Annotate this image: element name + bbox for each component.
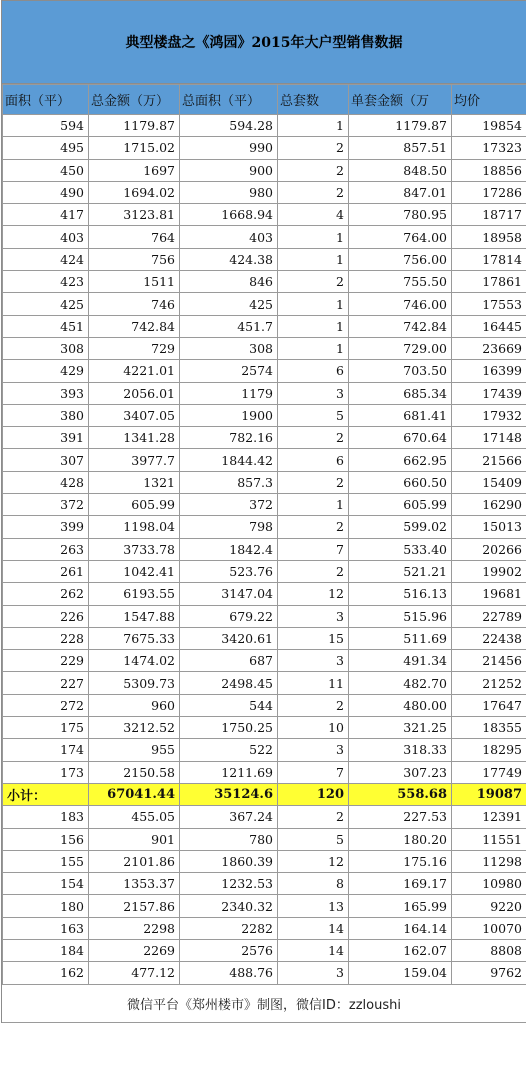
table-cell: 703.50 xyxy=(349,360,452,382)
table-cell: 417 xyxy=(3,204,89,226)
table-cell: 477.12 xyxy=(89,962,180,984)
table-cell: 1 xyxy=(278,337,349,359)
table-cell: 14 xyxy=(278,939,349,961)
table-cell: 13 xyxy=(278,895,349,917)
table-cell: 228 xyxy=(3,627,89,649)
sales-table xyxy=(2,84,526,985)
table-cell: 2 xyxy=(278,159,349,181)
table-cell: 955 xyxy=(89,739,180,761)
table-cell: 399 xyxy=(3,516,89,538)
table-row xyxy=(3,560,526,582)
table-cell: 10070 xyxy=(452,917,526,939)
table-cell: 522 xyxy=(180,739,278,761)
table-row xyxy=(3,605,526,627)
table-cell: 1 xyxy=(278,494,349,516)
table-cell: 594 xyxy=(3,115,89,137)
table-cell: 17932 xyxy=(452,404,526,426)
table-cell: 20266 xyxy=(452,538,526,560)
table-cell: 687 xyxy=(180,650,278,672)
table-cell: 8808 xyxy=(452,939,526,961)
table-cell: 2056.01 xyxy=(89,382,180,404)
table-cell: 488.76 xyxy=(180,962,278,984)
table-cell: 367.24 xyxy=(180,806,278,828)
table-row xyxy=(3,494,526,516)
table-cell: 227.53 xyxy=(349,806,452,828)
table-cell: 1900 xyxy=(180,404,278,426)
table-cell: 3123.81 xyxy=(89,204,180,226)
table-cell: 372 xyxy=(180,494,278,516)
table-cell: 1179.87 xyxy=(89,115,180,137)
table-cell: 155 xyxy=(3,850,89,872)
table-row xyxy=(3,382,526,404)
table-cell: 746.00 xyxy=(349,293,452,315)
table-cell: 162.07 xyxy=(349,939,452,961)
table-cell: 12 xyxy=(278,850,349,872)
table-cell: 4221.01 xyxy=(89,360,180,382)
table-cell: 173 xyxy=(3,761,89,783)
table-cell: 22438 xyxy=(452,627,526,649)
table-cell: 23669 xyxy=(452,337,526,359)
table-cell: 605.99 xyxy=(349,494,452,516)
table-cell: 17148 xyxy=(452,427,526,449)
table-cell: 3733.78 xyxy=(89,538,180,560)
table-cell: 662.95 xyxy=(349,449,452,471)
table-row xyxy=(3,449,526,471)
table-row xyxy=(3,137,526,159)
table-cell: 490 xyxy=(3,181,89,203)
spreadsheet xyxy=(1,0,526,1023)
table-cell: 1211.69 xyxy=(180,761,278,783)
table-cell: 1844.42 xyxy=(180,449,278,471)
table-cell: 594.28 xyxy=(180,115,278,137)
table-cell: 848.50 xyxy=(349,159,452,181)
table-cell: 17323 xyxy=(452,137,526,159)
table-row xyxy=(3,427,526,449)
table-cell: 小计： xyxy=(3,783,89,805)
table-cell: 685.34 xyxy=(349,382,452,404)
table-cell: 3212.52 xyxy=(89,717,180,739)
table-cell: 175 xyxy=(3,717,89,739)
table-cell: 2340.32 xyxy=(180,895,278,917)
table-cell: 9220 xyxy=(452,895,526,917)
table-cell: 169.17 xyxy=(349,873,452,895)
table-row xyxy=(3,939,526,961)
table-cell: 184 xyxy=(3,939,89,961)
table-row xyxy=(3,717,526,739)
table-cell: 679.22 xyxy=(180,605,278,627)
table-cell: 17553 xyxy=(452,293,526,315)
table-row xyxy=(3,204,526,226)
table-cell: 67041.44 xyxy=(89,783,180,805)
table-row xyxy=(3,315,526,337)
table-cell: 307 xyxy=(3,449,89,471)
table-cell: 428 xyxy=(3,471,89,493)
table-cell: 21456 xyxy=(452,650,526,672)
table-cell: 17647 xyxy=(452,694,526,716)
table-cell: 229 xyxy=(3,650,89,672)
table-cell: 35124.6 xyxy=(180,783,278,805)
subtotal-row xyxy=(3,783,526,805)
table-cell: 7 xyxy=(278,761,349,783)
table-cell: 764 xyxy=(89,226,180,248)
table-cell: 154 xyxy=(3,873,89,895)
table-cell: 1 xyxy=(278,226,349,248)
table-cell: 262 xyxy=(3,583,89,605)
table-cell: 308 xyxy=(180,337,278,359)
title-bar xyxy=(2,0,526,84)
table-cell: 159.04 xyxy=(349,962,452,984)
table-cell: 12391 xyxy=(452,806,526,828)
table-cell: 847.01 xyxy=(349,181,452,203)
table-cell: 2498.45 xyxy=(180,672,278,694)
table-cell: 5 xyxy=(278,404,349,426)
table-cell: 120 xyxy=(278,783,349,805)
table-cell: 1 xyxy=(278,293,349,315)
table-cell: 8 xyxy=(278,873,349,895)
table-cell: 425 xyxy=(3,293,89,315)
table-cell: 16290 xyxy=(452,494,526,516)
table-cell: 11551 xyxy=(452,828,526,850)
column-header: 总套数 xyxy=(278,85,349,115)
table-cell: 857.51 xyxy=(349,137,452,159)
table-cell: 183 xyxy=(3,806,89,828)
table-row xyxy=(3,337,526,359)
table-cell: 544 xyxy=(180,694,278,716)
table-cell: 1715.02 xyxy=(89,137,180,159)
table-cell: 482.70 xyxy=(349,672,452,694)
table-cell: 900 xyxy=(180,159,278,181)
table-cell: 901 xyxy=(89,828,180,850)
column-header: 总面积（平） xyxy=(180,85,278,115)
table-cell: 1860.39 xyxy=(180,850,278,872)
table-cell: 782.16 xyxy=(180,427,278,449)
table-cell: 17814 xyxy=(452,248,526,270)
table-cell: 1 xyxy=(278,315,349,337)
table-cell: 11 xyxy=(278,672,349,694)
table-cell: 523.76 xyxy=(180,560,278,582)
table-cell: 2574 xyxy=(180,360,278,382)
table-cell: 3 xyxy=(278,739,349,761)
table-cell: 321.25 xyxy=(349,717,452,739)
table-cell: 9762 xyxy=(452,962,526,984)
table-title: 典型楼盘之《鸿园》2015年大户型销售数据 xyxy=(125,35,403,51)
table-cell: 1547.88 xyxy=(89,605,180,627)
table-cell: 7675.33 xyxy=(89,627,180,649)
table-cell: 2576 xyxy=(180,939,278,961)
table-cell: 4 xyxy=(278,204,349,226)
table-row xyxy=(3,895,526,917)
table-cell: 729.00 xyxy=(349,337,452,359)
table-row xyxy=(3,115,526,137)
table-cell: 746 xyxy=(89,293,180,315)
table-cell: 599.02 xyxy=(349,516,452,538)
table-cell: 372 xyxy=(3,494,89,516)
table-cell: 15 xyxy=(278,627,349,649)
table-row xyxy=(3,962,526,984)
table-cell: 756.00 xyxy=(349,248,452,270)
table-cell: 3 xyxy=(278,650,349,672)
table-cell: 1474.02 xyxy=(89,650,180,672)
table-cell: 21252 xyxy=(452,672,526,694)
table-cell: 3147.04 xyxy=(180,583,278,605)
table-row xyxy=(3,516,526,538)
table-row xyxy=(3,873,526,895)
table-row xyxy=(3,248,526,270)
table-cell: 403 xyxy=(180,226,278,248)
table-cell: 21566 xyxy=(452,449,526,471)
table-cell: 455.05 xyxy=(89,806,180,828)
table-cell: 380 xyxy=(3,404,89,426)
table-cell: 780.95 xyxy=(349,204,452,226)
table-cell: 162 xyxy=(3,962,89,984)
table-row xyxy=(3,627,526,649)
table-cell: 3407.05 xyxy=(89,404,180,426)
table-cell: 18295 xyxy=(452,739,526,761)
table-cell: 17749 xyxy=(452,761,526,783)
table-cell: 1198.04 xyxy=(89,516,180,538)
table-cell: 1341.28 xyxy=(89,427,180,449)
table-cell: 515.96 xyxy=(349,605,452,627)
table-cell: 1511 xyxy=(89,271,180,293)
table-cell: 681.41 xyxy=(349,404,452,426)
table-row xyxy=(3,404,526,426)
table-row xyxy=(3,828,526,850)
table-cell: 1232.53 xyxy=(180,873,278,895)
table-cell: 990 xyxy=(180,137,278,159)
table-cell: 19087 xyxy=(452,783,526,805)
table-cell: 660.50 xyxy=(349,471,452,493)
table-cell: 846 xyxy=(180,271,278,293)
table-cell: 164.14 xyxy=(349,917,452,939)
table-row xyxy=(3,271,526,293)
table-cell: 227 xyxy=(3,672,89,694)
table-cell: 403 xyxy=(3,226,89,248)
table-cell: 5309.73 xyxy=(89,672,180,694)
table-cell: 2 xyxy=(278,694,349,716)
table-cell: 2 xyxy=(278,560,349,582)
table-row xyxy=(3,672,526,694)
table-cell: 764.00 xyxy=(349,226,452,248)
table-cell: 12 xyxy=(278,583,349,605)
table-row xyxy=(3,538,526,560)
table-cell: 980 xyxy=(180,181,278,203)
table-cell: 307.23 xyxy=(349,761,452,783)
table-row xyxy=(3,650,526,672)
table-row xyxy=(3,583,526,605)
table-cell: 263 xyxy=(3,538,89,560)
table-cell: 2 xyxy=(278,427,349,449)
table-cell: 755.50 xyxy=(349,271,452,293)
table-cell: 424.38 xyxy=(180,248,278,270)
table-cell: 16399 xyxy=(452,360,526,382)
table-cell: 1697 xyxy=(89,159,180,181)
table-cell: 533.40 xyxy=(349,538,452,560)
table-cell: 308 xyxy=(3,337,89,359)
table-row xyxy=(3,806,526,828)
column-header: 总金额（万） xyxy=(89,85,180,115)
table-cell: 2150.58 xyxy=(89,761,180,783)
table-row xyxy=(3,850,526,872)
table-cell: 605.99 xyxy=(89,494,180,516)
table-cell: 14 xyxy=(278,917,349,939)
table-row xyxy=(3,226,526,248)
table-cell: 756 xyxy=(89,248,180,270)
table-cell: 1321 xyxy=(89,471,180,493)
table-cell: 174 xyxy=(3,739,89,761)
table-cell: 18958 xyxy=(452,226,526,248)
table-row xyxy=(3,360,526,382)
table-cell: 729 xyxy=(89,337,180,359)
table-cell: 521.21 xyxy=(349,560,452,582)
table-cell: 780 xyxy=(180,828,278,850)
table-cell: 18717 xyxy=(452,204,526,226)
table-cell: 6193.55 xyxy=(89,583,180,605)
table-cell: 491.34 xyxy=(349,650,452,672)
table-cell: 19902 xyxy=(452,560,526,582)
table-cell: 18856 xyxy=(452,159,526,181)
table-cell: 18355 xyxy=(452,717,526,739)
table-cell: 3 xyxy=(278,962,349,984)
table-cell: 1353.37 xyxy=(89,873,180,895)
table-row xyxy=(3,694,526,716)
table-cell: 857.3 xyxy=(180,471,278,493)
table-cell: 15013 xyxy=(452,516,526,538)
table-cell: 3 xyxy=(278,382,349,404)
table-cell: 2 xyxy=(278,137,349,159)
table-cell: 742.84 xyxy=(89,315,180,337)
table-cell: 1750.25 xyxy=(180,717,278,739)
table-cell: 393 xyxy=(3,382,89,404)
table-cell: 391 xyxy=(3,427,89,449)
table-cell: 156 xyxy=(3,828,89,850)
table-cell: 516.13 xyxy=(349,583,452,605)
table-cell: 6 xyxy=(278,360,349,382)
table-cell: 15409 xyxy=(452,471,526,493)
footer-credit: 微信平台《郑州楼市》制图，微信ID：zzloushi xyxy=(2,985,526,1023)
table-cell: 163 xyxy=(3,917,89,939)
table-cell: 450 xyxy=(3,159,89,181)
table-cell: 165.99 xyxy=(349,895,452,917)
table-cell: 2 xyxy=(278,471,349,493)
table-cell: 3420.61 xyxy=(180,627,278,649)
table-cell: 22789 xyxy=(452,605,526,627)
table-cell: 2 xyxy=(278,806,349,828)
table-cell: 670.64 xyxy=(349,427,452,449)
table-cell: 425 xyxy=(180,293,278,315)
table-cell: 1179.87 xyxy=(349,115,452,137)
table-cell: 2 xyxy=(278,181,349,203)
table-cell: 19854 xyxy=(452,115,526,137)
table-cell: 451.7 xyxy=(180,315,278,337)
table-cell: 495 xyxy=(3,137,89,159)
table-cell: 17286 xyxy=(452,181,526,203)
table-row xyxy=(3,739,526,761)
table-cell: 17861 xyxy=(452,271,526,293)
table-cell: 5 xyxy=(278,828,349,850)
table-cell: 10 xyxy=(278,717,349,739)
table-cell: 10980 xyxy=(452,873,526,895)
table-cell: 318.33 xyxy=(349,739,452,761)
table-cell: 423 xyxy=(3,271,89,293)
table-cell: 175.16 xyxy=(349,850,452,872)
table-cell: 742.84 xyxy=(349,315,452,337)
table-row xyxy=(3,159,526,181)
table-cell: 2282 xyxy=(180,917,278,939)
table-cell: 3 xyxy=(278,605,349,627)
table-cell: 798 xyxy=(180,516,278,538)
table-row xyxy=(3,917,526,939)
table-row xyxy=(3,471,526,493)
table-cell: 17439 xyxy=(452,382,526,404)
column-header: 均价 xyxy=(452,85,526,115)
table-cell: 1179 xyxy=(180,382,278,404)
table-cell: 19681 xyxy=(452,583,526,605)
table-cell: 2 xyxy=(278,516,349,538)
table-row xyxy=(3,761,526,783)
table-cell: 2298 xyxy=(89,917,180,939)
table-body xyxy=(3,115,526,985)
table-cell: 2269 xyxy=(89,939,180,961)
column-header: 单套金额（万 xyxy=(349,85,452,115)
table-cell: 1 xyxy=(278,115,349,137)
table-cell: 1694.02 xyxy=(89,181,180,203)
table-cell: 429 xyxy=(3,360,89,382)
table-row xyxy=(3,181,526,203)
table-cell: 2 xyxy=(278,271,349,293)
table-cell: 261 xyxy=(3,560,89,582)
table-cell: 960 xyxy=(89,694,180,716)
table-cell: 451 xyxy=(3,315,89,337)
table-cell: 1668.94 xyxy=(180,204,278,226)
table-cell: 11298 xyxy=(452,850,526,872)
table-cell: 424 xyxy=(3,248,89,270)
table-cell: 558.68 xyxy=(349,783,452,805)
table-cell: 3977.7 xyxy=(89,449,180,471)
table-cell: 1042.41 xyxy=(89,560,180,582)
table-cell: 480.00 xyxy=(349,694,452,716)
table-cell: 7 xyxy=(278,538,349,560)
table-cell: 2157.86 xyxy=(89,895,180,917)
table-cell: 1 xyxy=(278,248,349,270)
table-cell: 511.69 xyxy=(349,627,452,649)
column-header: 面积（平） xyxy=(3,85,89,115)
table-cell: 180 xyxy=(3,895,89,917)
table-row xyxy=(3,293,526,315)
table-cell: 272 xyxy=(3,694,89,716)
table-cell: 1842.4 xyxy=(180,538,278,560)
table-cell: 180.20 xyxy=(349,828,452,850)
table-cell: 6 xyxy=(278,449,349,471)
table-cell: 226 xyxy=(3,605,89,627)
header-row xyxy=(3,85,526,115)
table-cell: 2101.86 xyxy=(89,850,180,872)
table-cell: 16445 xyxy=(452,315,526,337)
